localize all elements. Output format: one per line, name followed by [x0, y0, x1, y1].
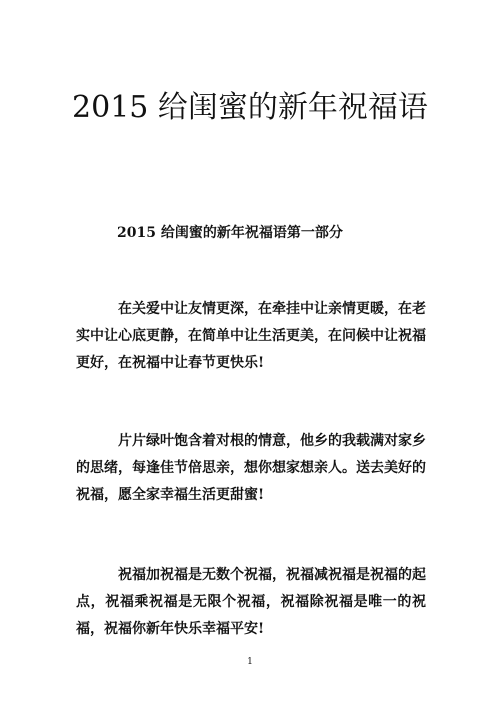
section-heading: 2015 给闺蜜的新年祝福语第一部分	[117, 225, 343, 241]
paragraph-1: 在关爱中让友情更深，在牵挂中让亲情更暖，在老实中让心底更静，在简单中让生活更美，在问候中让祝福更好，在祝福中让春节更快乐!	[76, 301, 426, 371]
page-number: 1	[247, 657, 253, 667]
document-title: 2015 给闺蜜的新年祝福语	[72, 90, 428, 125]
paragraph-3: 祝福加祝福是无数个祝福，祝福减祝福是祝福的起点，祝福乘祝福是无限个祝福，祝福除祝福是唯一的祝福，祝福你新年快乐幸福平安!	[76, 567, 426, 637]
paragraph-2: 片片绿叶饱含着对根的情意，他乡的我载满对家乡的思绪，每逢佳节倍思亲，想你想家想亲人。送去美好的祝福，愿全家幸福生活更甜蜜!	[76, 433, 426, 503]
